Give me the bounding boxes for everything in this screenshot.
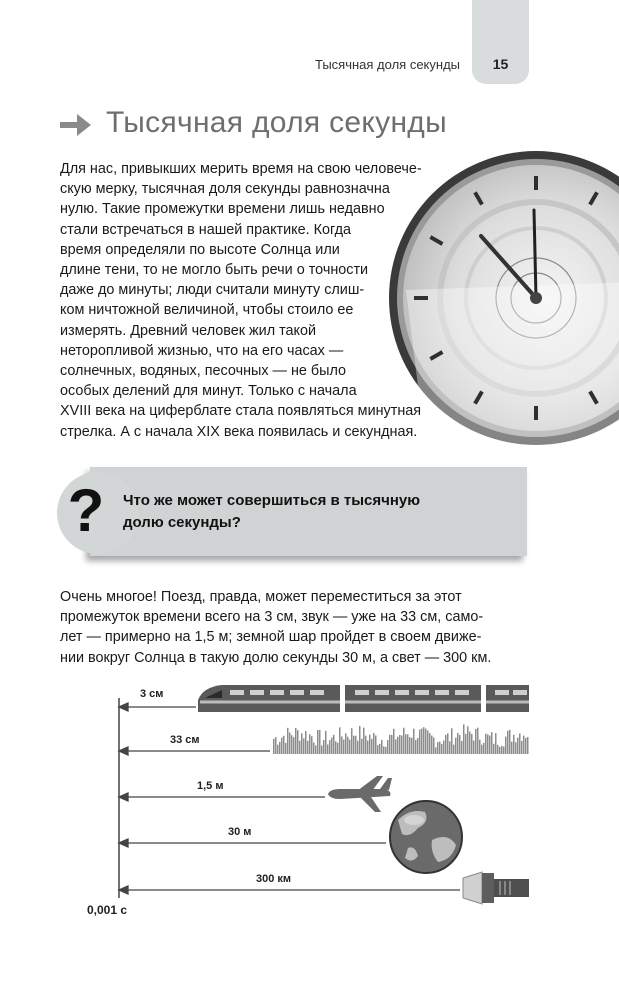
sound-wave-bar — [389, 735, 391, 754]
sound-wave-bar — [287, 728, 289, 754]
text-line: измерять. Древний человек жил такой — [60, 322, 317, 339]
sound-wave-bar — [491, 732, 493, 754]
text-line: XVIII века на циферблате стала появляться минутная — [60, 403, 422, 420]
sound-wave-bar — [329, 740, 331, 754]
sound-wave-bar — [471, 734, 473, 754]
sound-wave-bar — [503, 746, 505, 754]
text-line: длине тени, то не могло быть речи о точности — [60, 262, 369, 279]
sound-wave-bar — [367, 741, 369, 754]
text-line: солнечных, водяных, песочных — не было — [60, 363, 347, 380]
sound-wave-bar — [461, 741, 463, 754]
sound-wave-bar — [327, 745, 329, 754]
sound-wave-bar — [405, 734, 407, 754]
clock-hour-marker — [414, 296, 428, 300]
page-number: 15 — [492, 56, 509, 72]
sound-wave-bar — [365, 736, 367, 754]
sound-wave-bar — [505, 737, 507, 754]
sound-wave-bar — [443, 741, 445, 754]
sound-wave-bar — [511, 742, 513, 754]
text-line: Очень многое! Поезд, правда, может переместиться за этот — [60, 589, 462, 605]
sound-wave-bar — [411, 738, 413, 754]
sound-wave-bar — [289, 732, 291, 754]
section-title: Тысячная доля секунды — [106, 106, 447, 139]
question-line: долю секунды? — [123, 514, 241, 531]
sound-wave-bar — [493, 744, 495, 754]
airplane-icon — [328, 776, 392, 812]
text-line: скую мерку, тысячная доля секунды равнозначна — [60, 181, 390, 198]
sound-wave-bar — [439, 742, 441, 754]
sound-wave-bar — [355, 736, 357, 754]
sound-wave-bar — [357, 741, 359, 754]
sound-wave-bar — [497, 745, 499, 754]
text-line: промежуток времени всего на 3 см, звук — уже на 33 см, само- — [60, 609, 484, 626]
sound-wave-bar — [481, 745, 483, 754]
sound-wave-bar — [347, 737, 349, 754]
sound-wave-bar — [371, 739, 373, 754]
sound-wave-bar — [445, 735, 447, 754]
sound-wave-bar — [299, 741, 301, 754]
sound-wave-bar — [469, 732, 471, 754]
sound-wave-bar — [351, 728, 353, 754]
sound-wave-bar — [409, 737, 411, 754]
sound-wave-bar — [317, 730, 319, 754]
sound-wave-bar — [429, 733, 431, 754]
sound-wave-bar — [437, 742, 439, 754]
sound-wave-bar — [399, 735, 401, 754]
clock-hour-marker — [534, 406, 538, 420]
sound-wave-bar — [459, 735, 461, 754]
sound-wave-icon — [273, 724, 529, 754]
sound-wave-bar — [379, 744, 381, 754]
intro-paragraph — [60, 159, 430, 442]
sound-wave-bar — [393, 729, 395, 754]
sound-wave-bar — [485, 734, 487, 754]
sound-wave-bar — [415, 740, 417, 754]
sound-wave-bar — [509, 730, 511, 754]
text-line: стрелка. А с начала XIX века появилась и секундная. — [60, 423, 418, 440]
sound-wave-bar — [467, 726, 469, 754]
sound-wave-bar — [513, 735, 515, 754]
sound-wave-bar — [421, 729, 423, 754]
distance-label-30m: 30 м — [228, 826, 252, 838]
arrowhead-30m — [119, 839, 128, 847]
sound-wave-bar — [339, 727, 341, 754]
sound-wave-bar — [391, 735, 393, 754]
sound-wave-bar — [501, 746, 503, 754]
sound-wave-bar — [321, 746, 323, 754]
sound-wave-bar — [397, 737, 399, 754]
globe-icon — [390, 801, 462, 873]
sound-wave-bar — [477, 728, 479, 754]
question-text — [123, 490, 513, 534]
sound-wave-bar — [369, 735, 371, 754]
sound-wave-bar — [489, 736, 491, 754]
sound-wave-bar — [435, 747, 437, 754]
sound-wave-bar — [323, 740, 325, 754]
distance-label-3cm: 3 см — [140, 688, 164, 700]
sound-wave-bar — [463, 724, 465, 754]
sound-wave-bar — [361, 739, 363, 754]
sound-wave-bar — [363, 728, 365, 754]
sound-wave-bar — [373, 733, 375, 754]
sound-wave-bar — [285, 743, 287, 754]
sound-wave-bar — [337, 743, 339, 754]
sound-wave-bar — [383, 746, 385, 754]
sound-wave-bar — [423, 727, 425, 754]
train-icon — [198, 685, 529, 712]
sound-wave-bar — [301, 733, 303, 754]
answer-paragraph — [60, 587, 535, 668]
sound-wave-bar — [295, 728, 297, 754]
question-line: Что же может совершиться в тысячную — [123, 492, 421, 509]
sound-wave-bar — [305, 731, 307, 754]
question-mark-icon: ? — [67, 477, 105, 544]
sound-wave-bar — [521, 741, 523, 754]
sound-wave-bar — [343, 740, 345, 754]
text-line: неторопливой жизнью, что на его часах — — [60, 342, 344, 359]
sound-wave-bar — [279, 742, 281, 754]
sound-wave-bar — [475, 729, 477, 754]
sound-wave-bar — [487, 734, 489, 754]
sound-wave-bar — [349, 740, 351, 754]
sound-wave-bar — [313, 742, 315, 754]
sound-wave-bar — [311, 736, 313, 754]
sound-wave-bar — [281, 738, 283, 754]
sound-wave-bar — [307, 741, 309, 754]
text-line: ком ничтожной величиной, чтобы стоило ее — [60, 302, 354, 319]
sound-wave-bar — [375, 735, 377, 754]
sound-wave-bar — [403, 728, 405, 754]
sound-wave-bar — [293, 737, 295, 754]
sound-wave-bar — [515, 742, 517, 754]
sound-wave-bar — [331, 737, 333, 754]
sound-wave-bar — [483, 743, 485, 754]
sound-wave-bar — [413, 729, 415, 754]
text-line: нии вокруг Солнца в такую долю секунды 30 м, а свет — 300 км. — [60, 649, 492, 666]
sound-wave-bar — [303, 738, 305, 754]
distance-label-33cm: 33 см — [170, 734, 200, 746]
sound-wave-bar — [387, 740, 389, 754]
arrowhead-1-5m — [119, 793, 128, 801]
sound-wave-bar — [519, 734, 521, 754]
running-head: Тысячная доля секунды — [314, 57, 460, 72]
clock-hour-marker — [534, 176, 538, 190]
text-line: особых делений для минут. Только с начала — [60, 383, 357, 400]
sound-wave-bar — [425, 729, 427, 754]
sound-wave-bar — [433, 738, 435, 754]
sound-wave-bar — [525, 738, 527, 754]
sound-wave-bar — [385, 747, 387, 754]
sound-wave-bar — [441, 744, 443, 754]
sound-wave-bar — [315, 745, 317, 754]
text-line: даже до минуты; люди считали минуту слиш- — [60, 282, 365, 299]
sound-wave-bar — [353, 736, 355, 754]
sound-wave-bar — [273, 739, 275, 754]
text-line: стали встречаться в нашей практике. Когда — [60, 221, 352, 238]
clock-illustration — [386, 150, 619, 460]
sound-wave-bar — [277, 745, 279, 754]
distance-label-1-5m: 1,5 м — [197, 780, 224, 792]
sound-wave-bar — [275, 737, 277, 754]
sound-wave-bar — [499, 747, 501, 754]
sound-wave-bar — [431, 736, 433, 754]
sound-wave-bar — [451, 728, 453, 754]
sound-wave-bar — [465, 734, 467, 754]
flashlight-icon — [463, 872, 529, 904]
sound-wave-bar — [523, 736, 525, 754]
sound-wave-bar — [319, 730, 321, 754]
sound-wave-bar — [495, 733, 497, 754]
sound-wave-bar — [283, 736, 285, 754]
arrowhead-300km — [119, 886, 128, 894]
sound-wave-bar — [325, 731, 327, 754]
text-line: нулю. Такие промежутки времени лишь недавно — [60, 201, 385, 218]
sound-wave-bar — [479, 740, 481, 754]
sound-wave-bar — [381, 740, 383, 754]
sound-wave-bar — [517, 738, 519, 754]
text-line: лет — примерно на 1,5 м; земной шар пройдет в своем движе- — [60, 629, 482, 646]
sound-wave-bar — [407, 734, 409, 754]
sound-wave-bar — [457, 733, 459, 754]
sound-wave-bar — [401, 735, 403, 754]
text-line: Для нас, привыкших мерить время на свою человече- — [60, 161, 422, 177]
text-line: время определяли по высоте Солнца или — [60, 241, 340, 258]
sound-wave-bar — [455, 738, 457, 754]
arrow-right-icon — [60, 112, 92, 138]
sound-wave-bar — [453, 745, 455, 754]
sound-wave-bar — [335, 741, 337, 754]
sound-wave-bar — [341, 736, 343, 754]
sound-wave-bar — [449, 741, 451, 754]
sound-wave-bar — [297, 730, 299, 754]
sound-wave-bar — [507, 731, 509, 754]
arrowhead-3cm — [119, 703, 128, 711]
sound-wave-bar — [447, 733, 449, 754]
sound-wave-bar — [333, 735, 335, 754]
sound-wave-bar — [419, 730, 421, 754]
sound-wave-bar — [345, 733, 347, 754]
time-base-label: 0,001 с — [87, 903, 128, 917]
sound-wave-bar — [427, 730, 429, 754]
sound-wave-bar — [359, 726, 361, 754]
sound-wave-bar — [377, 745, 379, 754]
arrowhead-33cm — [119, 747, 128, 755]
sound-wave-bar — [473, 740, 475, 754]
sound-wave-bar — [417, 738, 419, 754]
sound-wave-bar — [395, 739, 397, 754]
distance-label-300km: 300 км — [256, 873, 292, 885]
sound-wave-bar — [291, 735, 293, 754]
sound-wave-bar — [527, 737, 529, 754]
sound-wave-bar — [309, 734, 311, 754]
